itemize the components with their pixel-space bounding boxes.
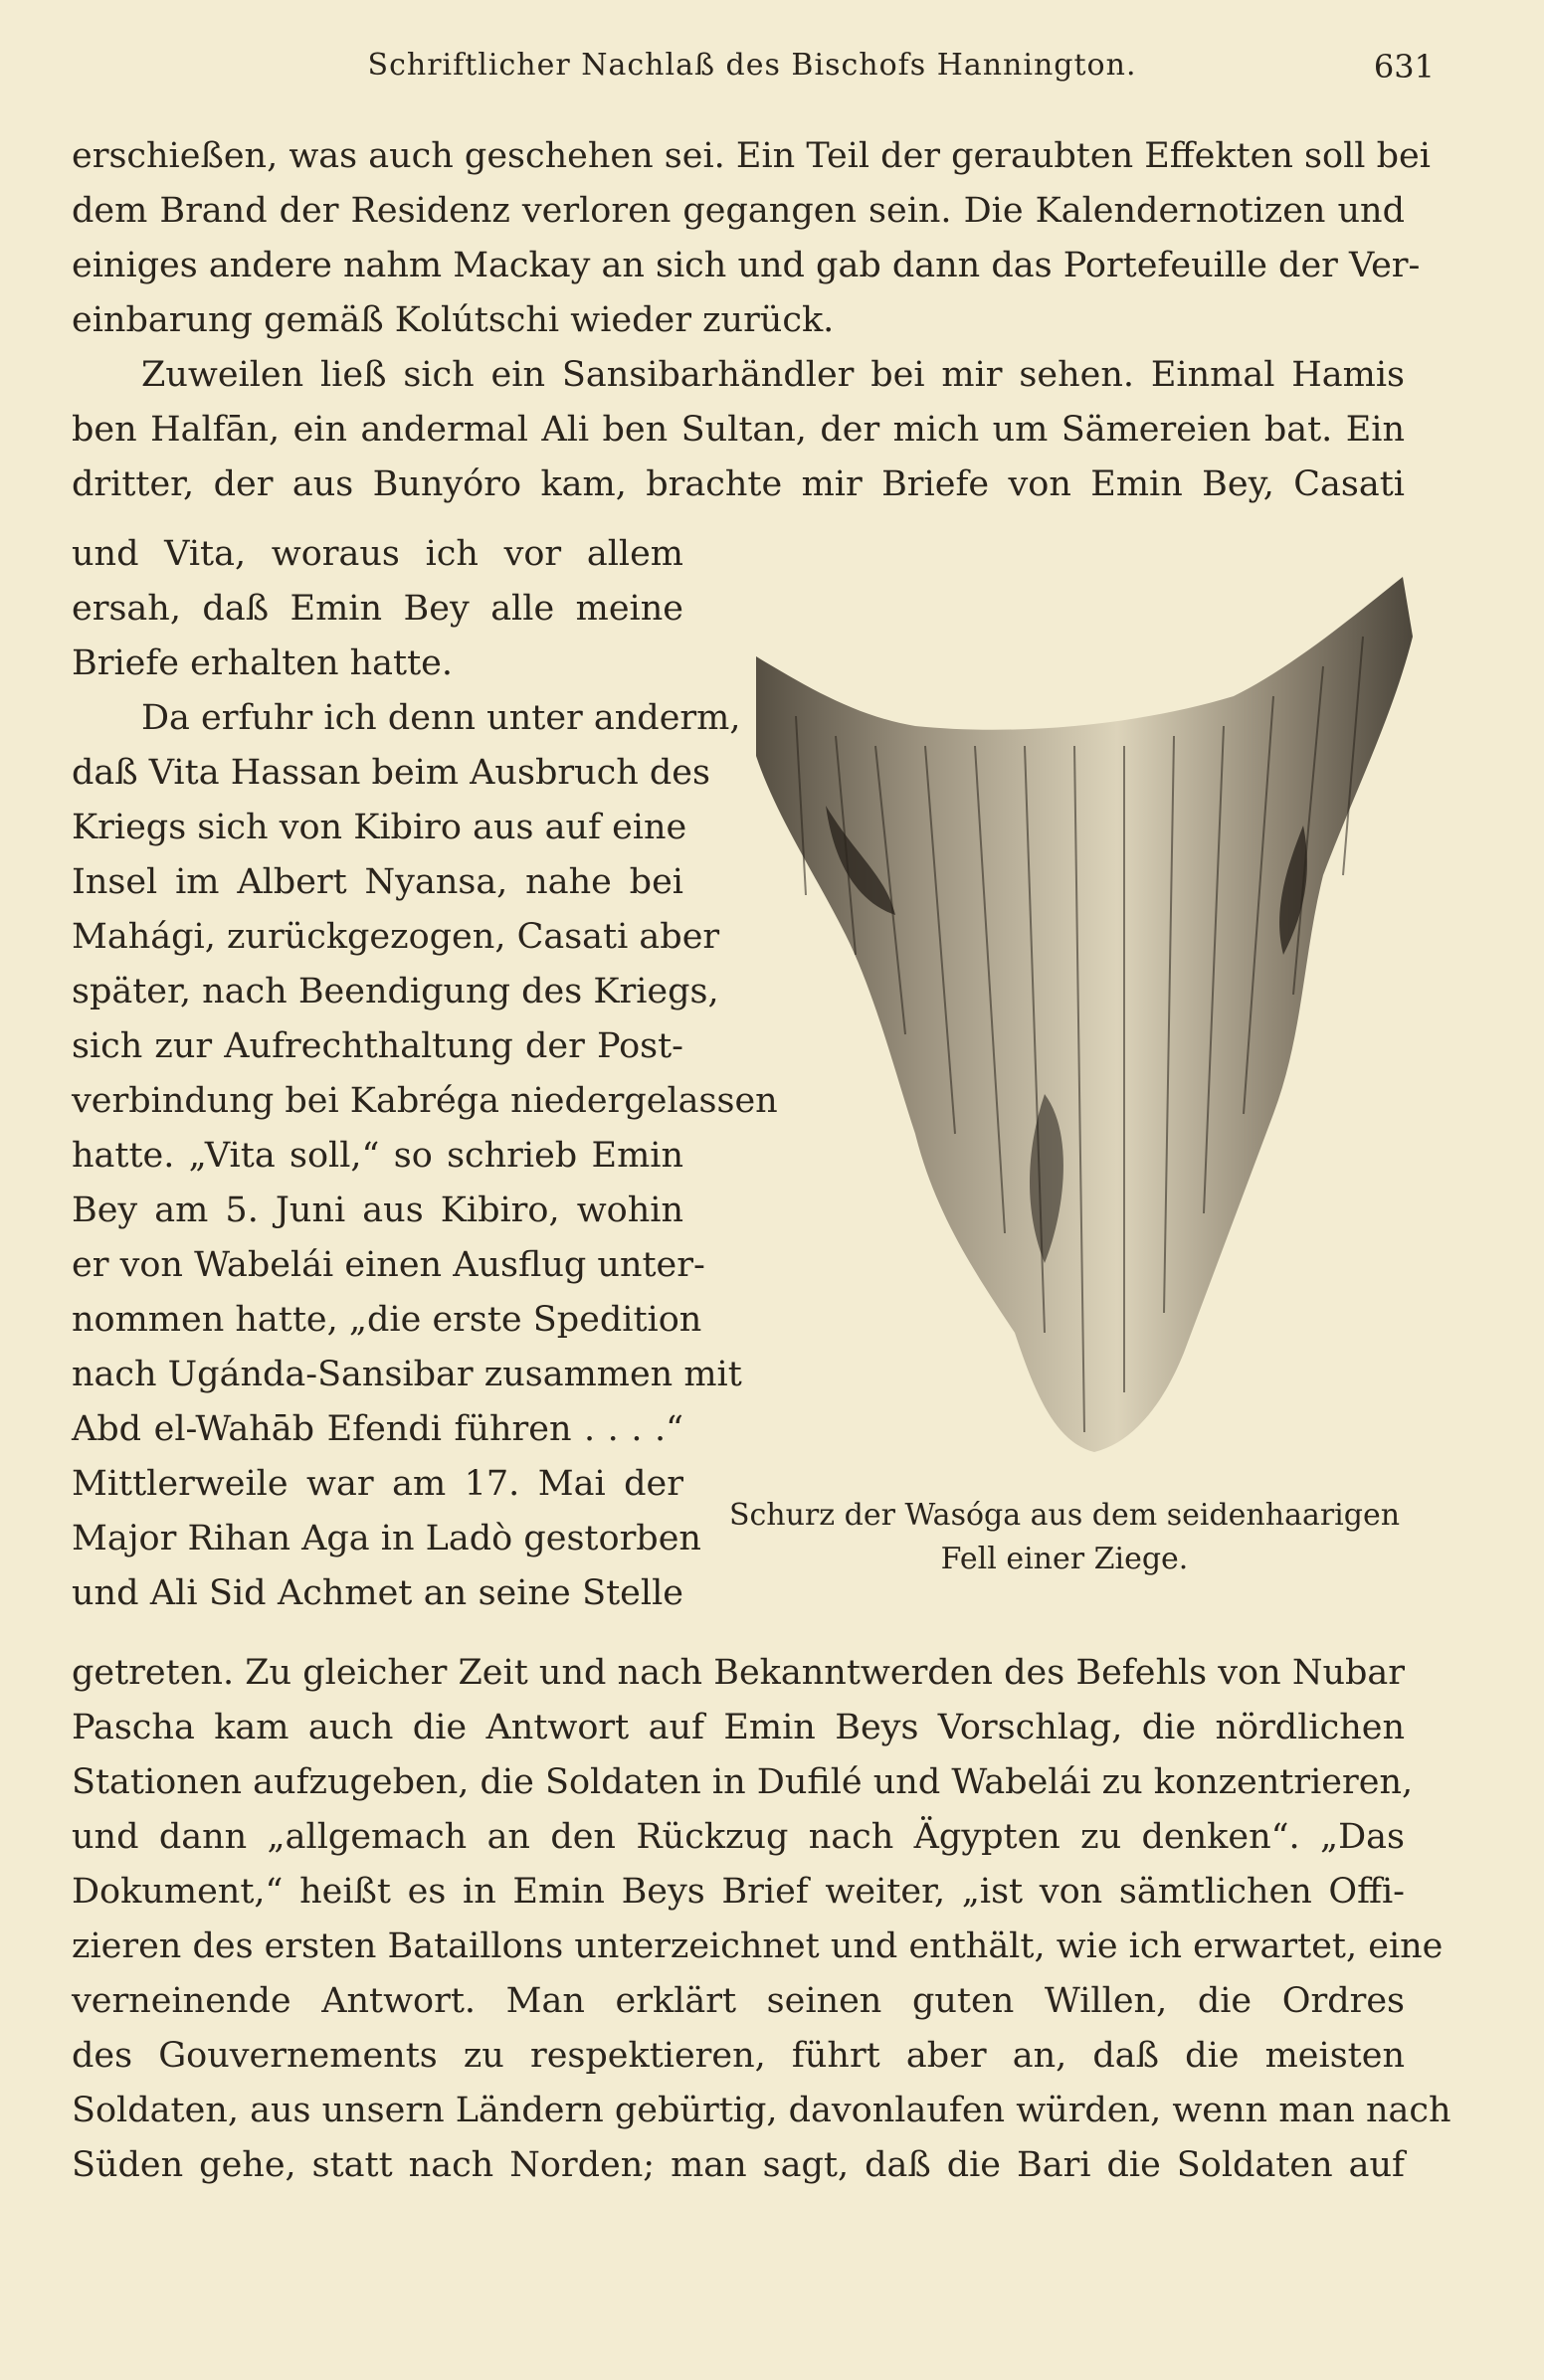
text-line: Abd el-Wahāb Efendi führen . . . .“ [72,1409,683,1449]
text-line: Stationen aufzugeben, die Soldaten in Dufilé und Wabelái zu konzentrieren, [72,1762,1414,1802]
text-line: des Gouvernements zu respektieren, führt aber an, daß die meisten [72,2036,1405,2076]
text-line: nach Ugánda-Sansibar zusammen mit [72,1355,742,1394]
running-title: Schriftlicher Nachlaß des Bischofs Hannington. [367,48,1137,83]
text-line: verbindung bei Kabréga niedergelassen [72,1081,778,1121]
text-line: später, nach Beendigung des Kriegs, [72,972,719,1011]
text-line: Bey am 5. Juni aus Kibiro, wohin [72,1190,683,1230]
text-line: Kriegs sich von Kibiro aus auf eine [72,808,687,847]
apron-drawing [716,577,1433,1472]
text-line: Pascha kam auch die Antwort auf Emin Beys Vorschlag, die nördlichen [72,1708,1405,1747]
text-line: ben Halfān, ein andermal Ali ben Sultan, der mich um Sämereien bat. Ein [72,410,1405,450]
text-line: Zuweilen ließ sich ein Sansibarhändler bei mir sehen. Einmal Hamis [141,355,1405,395]
text-line: und Ali Sid Achmet an seine Stelle [72,1573,683,1613]
text-line: daß Vita Hassan beim Ausbruch des [72,753,710,793]
text-line: getreten. Zu gleicher Zeit und nach Bekanntwerden des Befehls von Nubar [72,1653,1405,1693]
text-line: und Vita, woraus ich vor allem [72,534,683,574]
bottom-text-block [72,1646,1451,2193]
text-line: Major Rihan Aga in Ladò gestorben [72,1519,701,1558]
top-text-block [72,129,1431,512]
goat-hair-apron-illustration [716,577,1433,1472]
text-line: Soldaten, aus unsern Ländern gebürtig, davonlaufen würden, wenn man nach [72,2091,1451,2130]
text-line: hatte. „Vita soll,“ so schrieb Emin [72,1136,683,1176]
caption-line: Fell einer Ziege. [940,1542,1189,1576]
text-line: nommen hatte, „die erste Spedition [72,1300,702,1340]
text-line: Dokument,“ heißt es in Emin Beys Brief weiter, „ist von sämtlichen Offi- [72,1872,1405,1912]
text-line: und dann „allgemach an den Rückzug nach Ägypten zu denken“. „Das [72,1817,1405,1857]
text-line: dritter, der aus Bunyóro kam, brachte mir Briefe von Emin Bey, Casati [72,464,1405,504]
text-line: einbarung gemäß Kolútschi wieder zurück. [72,300,835,340]
text-line: er von Wabelái einen Ausflug unter- [72,1245,705,1285]
caption-line: Schurz der Wasóga aus dem seidenhaarigen [728,1498,1401,1533]
text-line: dem Brand der Residenz verloren gegangen sein. Die Kalendernotizen und [72,191,1405,231]
text-line: Süden gehe, statt nach Norden; man sagt, daß die Bari die Soldaten auf [72,2145,1405,2185]
text-line: sich zur Aufrechthaltung der Post- [72,1026,683,1066]
text-line: Briefe erhalten hatte. [72,643,454,683]
text-line: einiges andere nahm Mackay an sich und gab dann das Portefeuille der Ver- [72,246,1421,285]
text-line: zieren des ersten Bataillons unterzeichnet und enthält, wie ich erwartet, eine [72,1926,1444,1966]
figure-caption [696,1494,1433,1581]
text-line: Insel im Albert Nyansa, nahe bei [72,862,683,902]
text-line: verneinende Antwort. Man erklärt seinen guten Willen, die Ordres [72,1981,1405,2021]
page-number: 631 [1373,48,1435,86]
page-header [70,48,1435,97]
text-line: ersah, daß Emin Bey alle meine [72,589,683,629]
text-line: Da erfuhr ich denn unter anderm, [141,698,741,738]
apron-fur-shape [756,577,1413,1452]
wrapped-text-block [72,527,778,1621]
text-line: Mittlerweile war am 17. Mai der [72,1464,683,1504]
text-line: erschießen, was auch geschehen sei. Ein Teil der geraubten Effekten soll bei [72,136,1431,176]
text-line: Mahági, zurückgezogen, Casati aber [72,917,720,957]
